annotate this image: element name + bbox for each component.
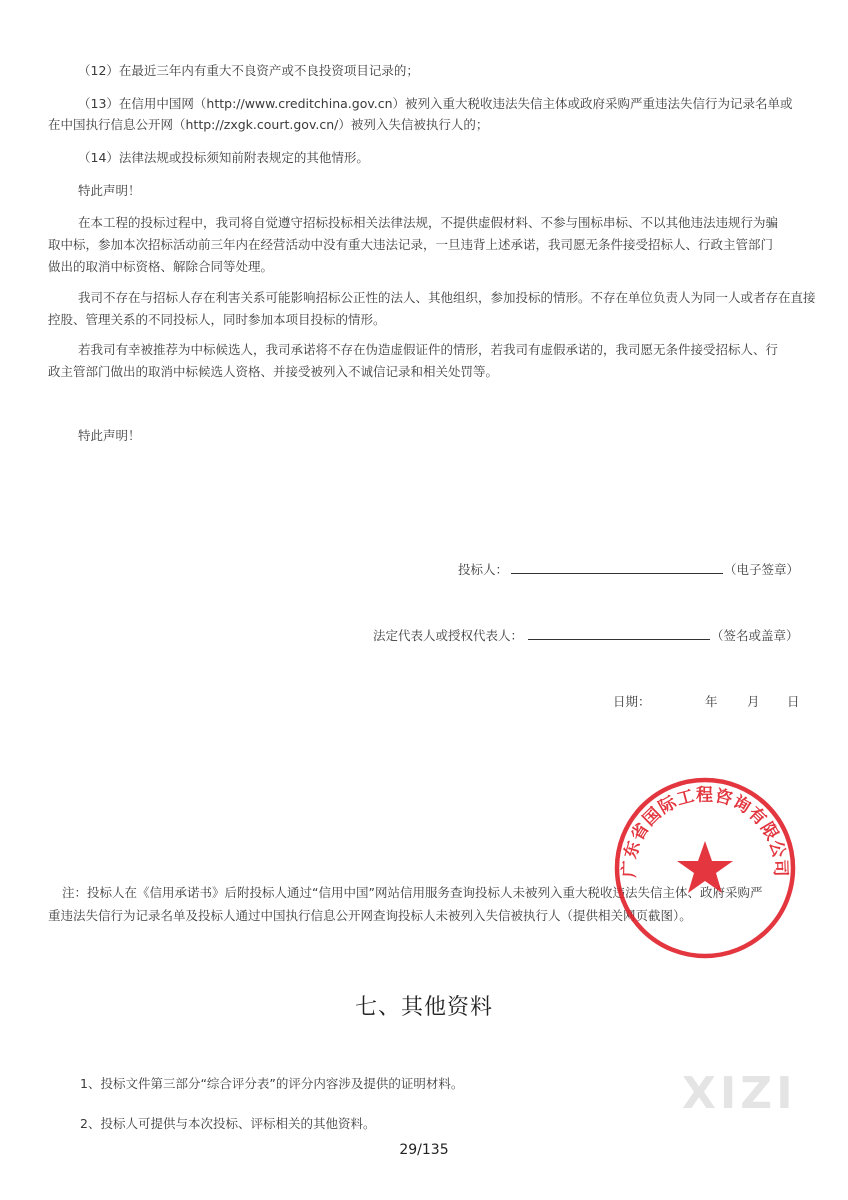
paragraph-line: 政主管部门做出的取消中标候选人资格、并接受被列入不诚信记录和相关处罚等。 xyxy=(48,364,499,379)
star-icon xyxy=(677,841,733,893)
representative-signature-line xyxy=(528,639,710,640)
paragraph-line: （14）法律法规或投标须知前附表规定的其他情形。 xyxy=(78,150,369,165)
list-item: 1、投标文件第三部分“综合评分表”的评分内容涉及提供的证明材料。 xyxy=(80,1076,464,1091)
paragraph-line: 在中国执行信息公开网（http://zxgk.court.gov.cn/）被列入失信被执行人的； xyxy=(48,117,489,132)
date-day: 日 xyxy=(787,694,800,709)
paragraph-line: （12）在最近三年内有重大不良资产或不良投资项目记录的； xyxy=(78,63,419,78)
list-item: 2、投标人可提供与本次投标、评标相关的其他资料。 xyxy=(80,1116,376,1131)
note-line: 注：投标人在《信用承诺书》后附投标人通过“信用中国”网站信用服务查询投标人未被列入重大税收违法失信主体、政府采购严 xyxy=(62,885,763,900)
date-year: 年 xyxy=(705,694,718,709)
paragraph-line: 取中标，参加本次招标活动前三年内在经营活动中没有重大违法记录，一旦违背上述承诺，我司愿无条件接受招标人、行政主管部门 xyxy=(48,237,774,252)
paragraph-line: 特此声明！ xyxy=(78,183,141,198)
representative-note: （签名或盖章） xyxy=(711,628,799,643)
paragraph-line: 做出的取消中标资格、解除合同等处理。 xyxy=(48,259,274,274)
paragraph-line: 我司不存在与招标人存在利害关系可能影响招标公正性的法人、其他组织，参加投标的情形。不存在单位负责人为同一人或者存在直接 xyxy=(78,290,816,305)
note-line: 重违法失信行为记录名单及投标人通过中国执行信息公开网查询投标人未被列入失信被执行人（提供相关网页截图）。 xyxy=(48,908,692,923)
paragraph-line: 控股、管理关系的不同投标人，同时参加本项目投标的情形。 xyxy=(48,312,386,327)
bidder-signature-line xyxy=(511,573,723,574)
svg-text:广东省国际工程咨询有限公司: 广东省国际工程咨询有限公司 xyxy=(619,785,791,878)
section-title: 七、其他资料 xyxy=(354,995,493,1020)
date-label: 日期： xyxy=(613,694,651,709)
bidder-note: （电子签章） xyxy=(724,562,800,577)
paragraph-line: 若我司有幸被推荐为中标候选人，我司承诺将不存在伪造虚假证件的情形，若我司有虚假承诺的，我司愿无条件接受招标人、行 xyxy=(78,342,779,357)
paragraph-line: （13）在信用中国网（http://www.creditchina.gov.cn）被列入重大税收违法失信主体或政府采购严重违法失信行为记录名单或 xyxy=(78,96,793,111)
paragraph-line: 在本工程的投标过程中，我司将自觉遵守招标投标相关法律法规，不提供虚假材料、不参与围标串标、不以其他违法违规行为骗 xyxy=(78,215,779,230)
date-month: 月 xyxy=(747,694,760,709)
bidder-label: 投标人： xyxy=(458,562,509,577)
watermark: XIZI xyxy=(682,1068,797,1119)
company-seal xyxy=(612,775,798,961)
paragraph-line: 特此声明！ xyxy=(78,428,141,443)
page-number: 29/135 xyxy=(399,1142,449,1158)
representative-label: 法定代表人或授权代表人： xyxy=(373,628,524,643)
